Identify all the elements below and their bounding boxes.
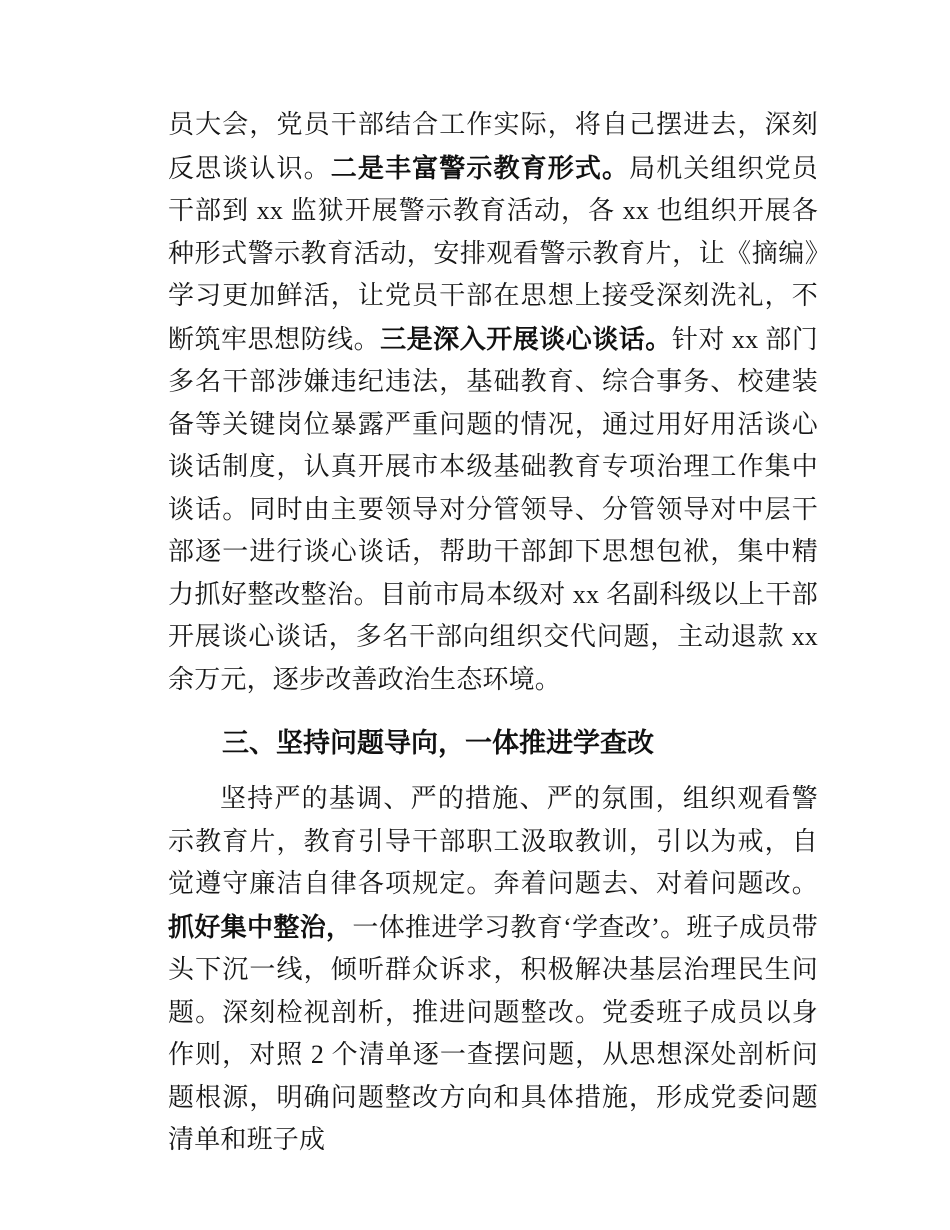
text-run: 一体推进学习教育‘学查改’。班子成员带头下沉一线，倾听群众诉求，积极解决基层治理民生问题。深刻检视剖析，推进问题整改。党委班子成员以身作则，对照 2 个清单逐一查摆问题，从思想深处剖析问题根源，明确问题整改方向和具体措施，形成党委问题清单和班子成	[168, 912, 818, 1154]
bold-run: 抓好集中整治，	[168, 911, 353, 942]
section-heading: 三、坚持问题导向，一体推进学查改	[222, 728, 654, 758]
bold-run: 二是丰富警示教育形式。	[330, 152, 630, 183]
text-run: 针对 xx 部门多名干部涉嫌违纪违法，基础教育、综合事务、校建装备等关键岗位暴露严重问题的情况，通过用好用活谈心谈话制度，认真开展市本级基础教育专项治理工作集中谈话。同时由主要领导对分管领导、分管领导对中层干部逐一进行谈心谈话，帮助干部卸下思想包袱，集中精力抓好整改整治。目前市局本级对 xx 名副科级以上干部开展谈心谈话，多名干部向组织交代问题，主动退款 xx 余万元，逐步改善政治生态环境。	[168, 324, 819, 694]
text-run: 局机关组织党员干部到 xx 监狱开展警示教育活动，各 xx 也组织开展各种形式警示教育活动，安排观看警示教育片，让《摘编》学习更加鲜活，让党员干部在思想上接受深刻洗礼，不断筑牢思想防线。	[168, 153, 819, 354]
bold-run: 三是深入开展谈心谈话。	[380, 323, 672, 354]
paragraph	[168, 778, 818, 1162]
text-run: 坚持严的基调、严的措施、严的氛围，组织观看警示教育片，教育引导干部职工汲取教训，引以为戒，自觉遵守廉洁自律各项规定。奔着问题去、对着问题改。	[168, 784, 818, 898]
text-run: 员大会，党员干部结合工作实际，将自己摆进去，深刻反思谈认识。	[168, 110, 818, 183]
paragraph	[168, 104, 818, 701]
document-body	[168, 104, 818, 1162]
